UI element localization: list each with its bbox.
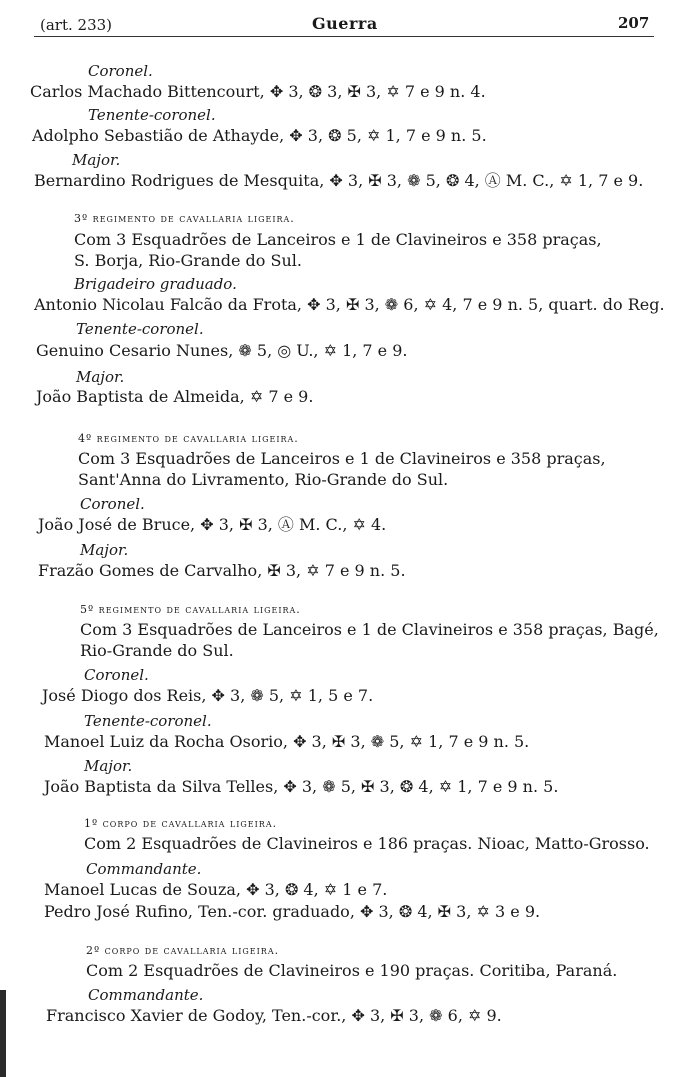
officer-entry: Manoel Lucas de Souza, ✥ 3, ❂ 4, ✡ 1 e 7. <box>44 880 388 899</box>
rank-label: Coronel. <box>84 666 149 684</box>
officer-entry: Pedro José Rufino, Ten.-cor. graduado, ✥ 3, ❂ 4, ✠ 3, ✡ 3 e 9. <box>44 902 541 921</box>
rank-label: Brigadeiro graduado. <box>74 275 237 293</box>
rank-label: Coronel. <box>80 495 145 513</box>
rank-label: Major. <box>84 757 133 775</box>
unit-description: Com 3 Esquadrões de Lanceiros e 1 de Clavineiros e 358 praças, <box>74 230 602 249</box>
page-number: 207 <box>618 14 650 32</box>
page-title: Guerra <box>312 14 378 33</box>
officer-entry: Antonio Nicolau Falcão da Frota, ✥ 3, ✠ 3, ❁ 6, ✡ 4, 7 e 9 n. 5, quart. do Reg. <box>34 295 665 314</box>
rank-label: Major. <box>76 368 125 386</box>
unit-heading: 2º corpo de cavallaria ligeira. <box>86 944 280 957</box>
unit-description: Com 3 Esquadrões de Lanceiros e 1 de Clavineiros e 358 praças, <box>78 449 606 468</box>
rank-label: Commandante. <box>86 860 202 878</box>
rank-label: Tenente-coronel. <box>84 712 212 730</box>
section-reference: (art. 233) <box>40 16 113 34</box>
officer-entry: Adolpho Sebastião de Athayde, ✥ 3, ❂ 5, ✡ 1, 7 e 9 n. 5. <box>32 126 487 145</box>
unit-description: Com 2 Esquadrões de Clavineiros e 186 praças. Nioac, Matto-Grosso. <box>84 834 650 853</box>
officer-entry: José Diogo dos Reis, ✥ 3, ❁ 5, ✡ 1, 5 e 7. <box>42 686 374 705</box>
officer-entry: Francisco Xavier de Godoy, Ten.-cor., ✥ 3, ✠ 3, ❁ 6, ✡ 9. <box>46 1006 502 1025</box>
unit-description: Rio-Grande do Sul. <box>80 641 234 660</box>
officer-entry: Manoel Luiz da Rocha Osorio, ✥ 3, ✠ 3, ❁ 5, ✡ 1, 7 e 9 n. 5. <box>44 732 530 751</box>
unit-description: S. Borja, Rio-Grande do Sul. <box>74 251 302 270</box>
unit-heading: 5º regimento de cavallaria ligeira. <box>80 603 301 616</box>
running-header <box>0 6 683 36</box>
unit-description: Sant'Anna do Livramento, Rio-Grande do Sul. <box>78 470 449 489</box>
officer-entry: Genuino Cesario Nunes, ❁ 5, ◎ U., ✡ 1, 7 e 9. <box>36 341 408 360</box>
rank-label: Major. <box>80 541 129 559</box>
officer-entry: João Baptista da Silva Telles, ✥ 3, ❁ 5, ✠ 3, ❂ 4, ✡ 1, 7 e 9 n. 5. <box>44 777 559 796</box>
unit-description: Com 2 Esquadrões de Clavineiros e 190 praças. Coritiba, Paraná. <box>86 961 618 980</box>
header-rule <box>34 36 654 37</box>
officer-entry: Carlos Machado Bittencourt, ✥ 3, ❂ 3, ✠ 3, ✡ 7 e 9 n. 4. <box>30 82 486 101</box>
unit-description: Com 3 Esquadrões de Lanceiros e 1 de Clavineiros e 358 praças, Bagé, <box>80 620 659 639</box>
officer-entry: João José de Bruce, ✥ 3, ✠ 3, Ⓐ M. C., ✡ 4. <box>38 515 387 534</box>
rank-label: Coronel. <box>88 62 153 80</box>
rank-label: Tenente-coronel. <box>76 320 204 338</box>
officer-entry: Frazão Gomes de Carvalho, ✠ 3, ✡ 7 e 9 n. 5. <box>38 561 406 580</box>
unit-heading: 1º corpo de cavallaria ligeira. <box>84 817 278 830</box>
rank-label: Tenente-coronel. <box>88 106 216 124</box>
rank-label: Commandante. <box>88 986 204 1004</box>
rank-label: Major. <box>72 151 121 169</box>
officer-entry: João Baptista de Almeida, ✡ 7 e 9. <box>36 387 314 406</box>
officer-entry: Bernardino Rodrigues de Mesquita, ✥ 3, ✠ 3, ❁ 5, ❂ 4, Ⓐ M. C., ✡ 1, 7 e 9. <box>34 171 644 190</box>
unit-heading: 3º regimento de cavallaria ligeira. <box>74 212 295 225</box>
unit-heading: 4º regimento de cavallaria ligeira. <box>78 432 299 445</box>
page-edge-shadow <box>0 990 6 1077</box>
